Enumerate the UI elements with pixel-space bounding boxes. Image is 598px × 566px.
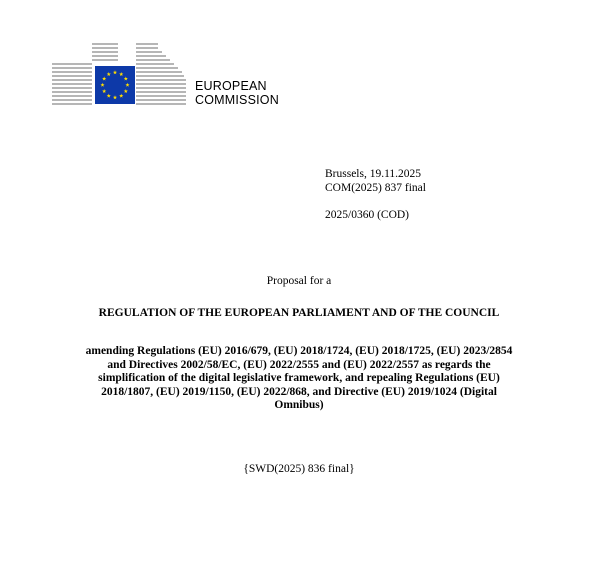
european-commission-logo	[52, 40, 192, 108]
subject-line: and Directives 2002/58/EC, (EU) 2022/2555 and (EU) 2022/2557 as regards the	[107, 358, 491, 371]
procedure-reference: 2025/0360 (COD)	[325, 209, 410, 221]
org-name-line1: EUROPEAN	[195, 79, 267, 93]
subject-line: Omnibus)	[274, 399, 324, 411]
regulation-title: REGULATION OF THE EUROPEAN PARLIAMENT AND OF THE COUNCIL	[98, 307, 500, 319]
org-name-line2: COMMISSION	[195, 93, 279, 107]
com-reference: COM(2025) 837 final	[325, 182, 426, 194]
place-and-date: Brussels, 19.11.2025	[325, 168, 422, 180]
regulation-subject	[60, 345, 538, 413]
document-reference-block	[325, 167, 426, 195]
proposal-label: Proposal for a	[266, 275, 332, 287]
subject-line: 2018/1807, (EU) 2019/1150, (EU) 2022/868, and Directive (EU) 2019/1024 (Digital	[101, 385, 497, 398]
swd-reference: {SWD(2025) 836 final}	[243, 463, 355, 475]
commission-building-icon	[52, 40, 192, 108]
subject-line: simplification of the digital legislative framework, and repealing Regulations (EU)	[98, 372, 500, 384]
organization-name	[195, 79, 279, 107]
subject-line: amending Regulations (EU) 2016/679, (EU) 2018/1724, (EU) 2018/1725, (EU) 2023/2854	[85, 345, 513, 357]
